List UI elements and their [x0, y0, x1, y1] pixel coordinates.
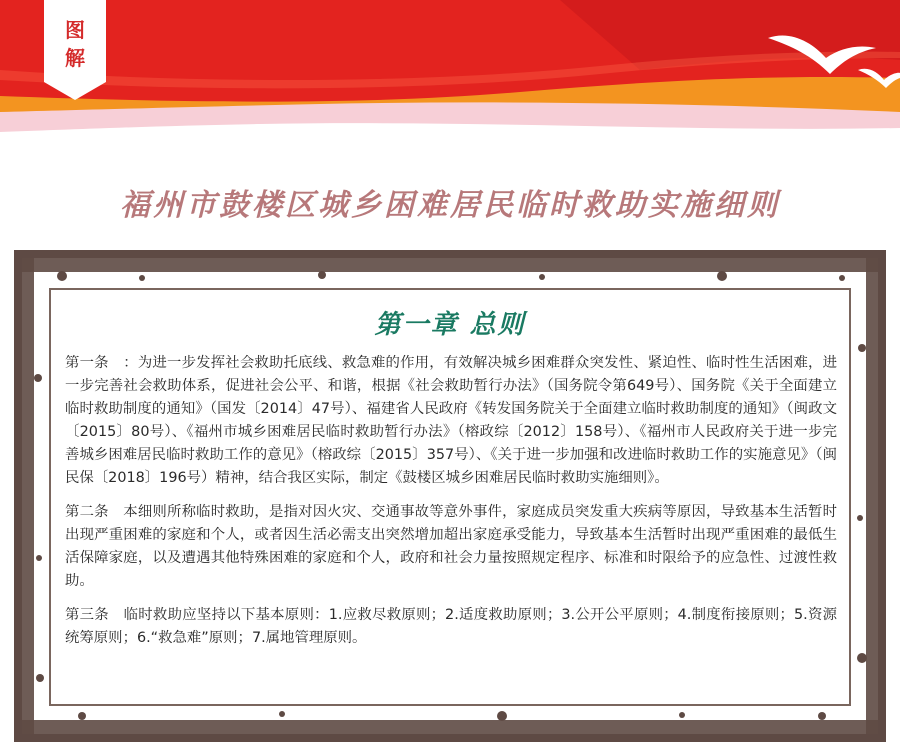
article-3-label: 第三条	[65, 607, 109, 623]
article-2-text: 本细则所称临时救助，是指对因火灾、交通事故等意外事件，家庭成员突发重大疾病等原因，导致基本生活暂时出现严重困难的家庭和个人，或者因生活必需支出突然增加超出家庭承受能力，导致基本生活暂时出现严重困难的最低生活保障家庭，以及遭遇其他特殊困难的家庭和个人，政府和社会力量按照规定程序、标准和时限给予的应急性、过渡性救助。	[65, 504, 837, 589]
article-2-label: 第二条	[65, 504, 109, 520]
page-title: 福州市鼓楼区城乡困难居民临时救助实施细则	[120, 188, 780, 223]
article-list	[65, 352, 837, 661]
article-3	[65, 604, 837, 650]
content-panel	[49, 288, 851, 706]
chapter-heading: 第一章 总则	[374, 310, 526, 340]
tujie-tag	[44, 0, 106, 100]
tag-char-jie: 解	[65, 46, 85, 70]
article-2	[65, 501, 837, 593]
article-3-text: 临时救助应坚持以下基本原则：1.应救尽救原则；2.适度救助原则；3.公开公平原则；4.制度衔接原则；5.资源统筹原则；6.“救急难”原则；7.属地管理原则。	[65, 607, 837, 646]
article-1-label: 第一条	[65, 355, 109, 371]
content-frame	[14, 250, 886, 742]
header-banner	[0, 0, 900, 140]
article-1	[65, 352, 837, 490]
tag-char-tu: 图	[65, 18, 85, 42]
article-1-text: ：为进一步发挥社会救助托底线、救急难的作用，有效解决城乡困难群众突发性、紧迫性、临时性生活困难，进一步完善社会救助体系，促进社会公平、和谐，根据《社会救助暂行办法》（国务院令第649号）、国务院《关于全面建立临时救助制度的通知》（国发〔2014〕47号）、福建省人民政府《转发国务院关于全面建立临时救助制度的通知》（闽政文〔2015〕80号）、《福州市城乡困难居民临时救助暂行办法》（榕政综〔2012〕158号）、《福州市人民政府关于进一步完善城乡困难居民临时救助工作的意见》（榕政综〔2015〕357号）、《关于进一步加强和改进临时救助工作的实施意见》（闽民保〔2018〕196号）精神，结合我区实际，制定《鼓楼区城乡困难居民临时救助实施细则》。	[65, 355, 837, 486]
banner-background	[0, 0, 900, 140]
